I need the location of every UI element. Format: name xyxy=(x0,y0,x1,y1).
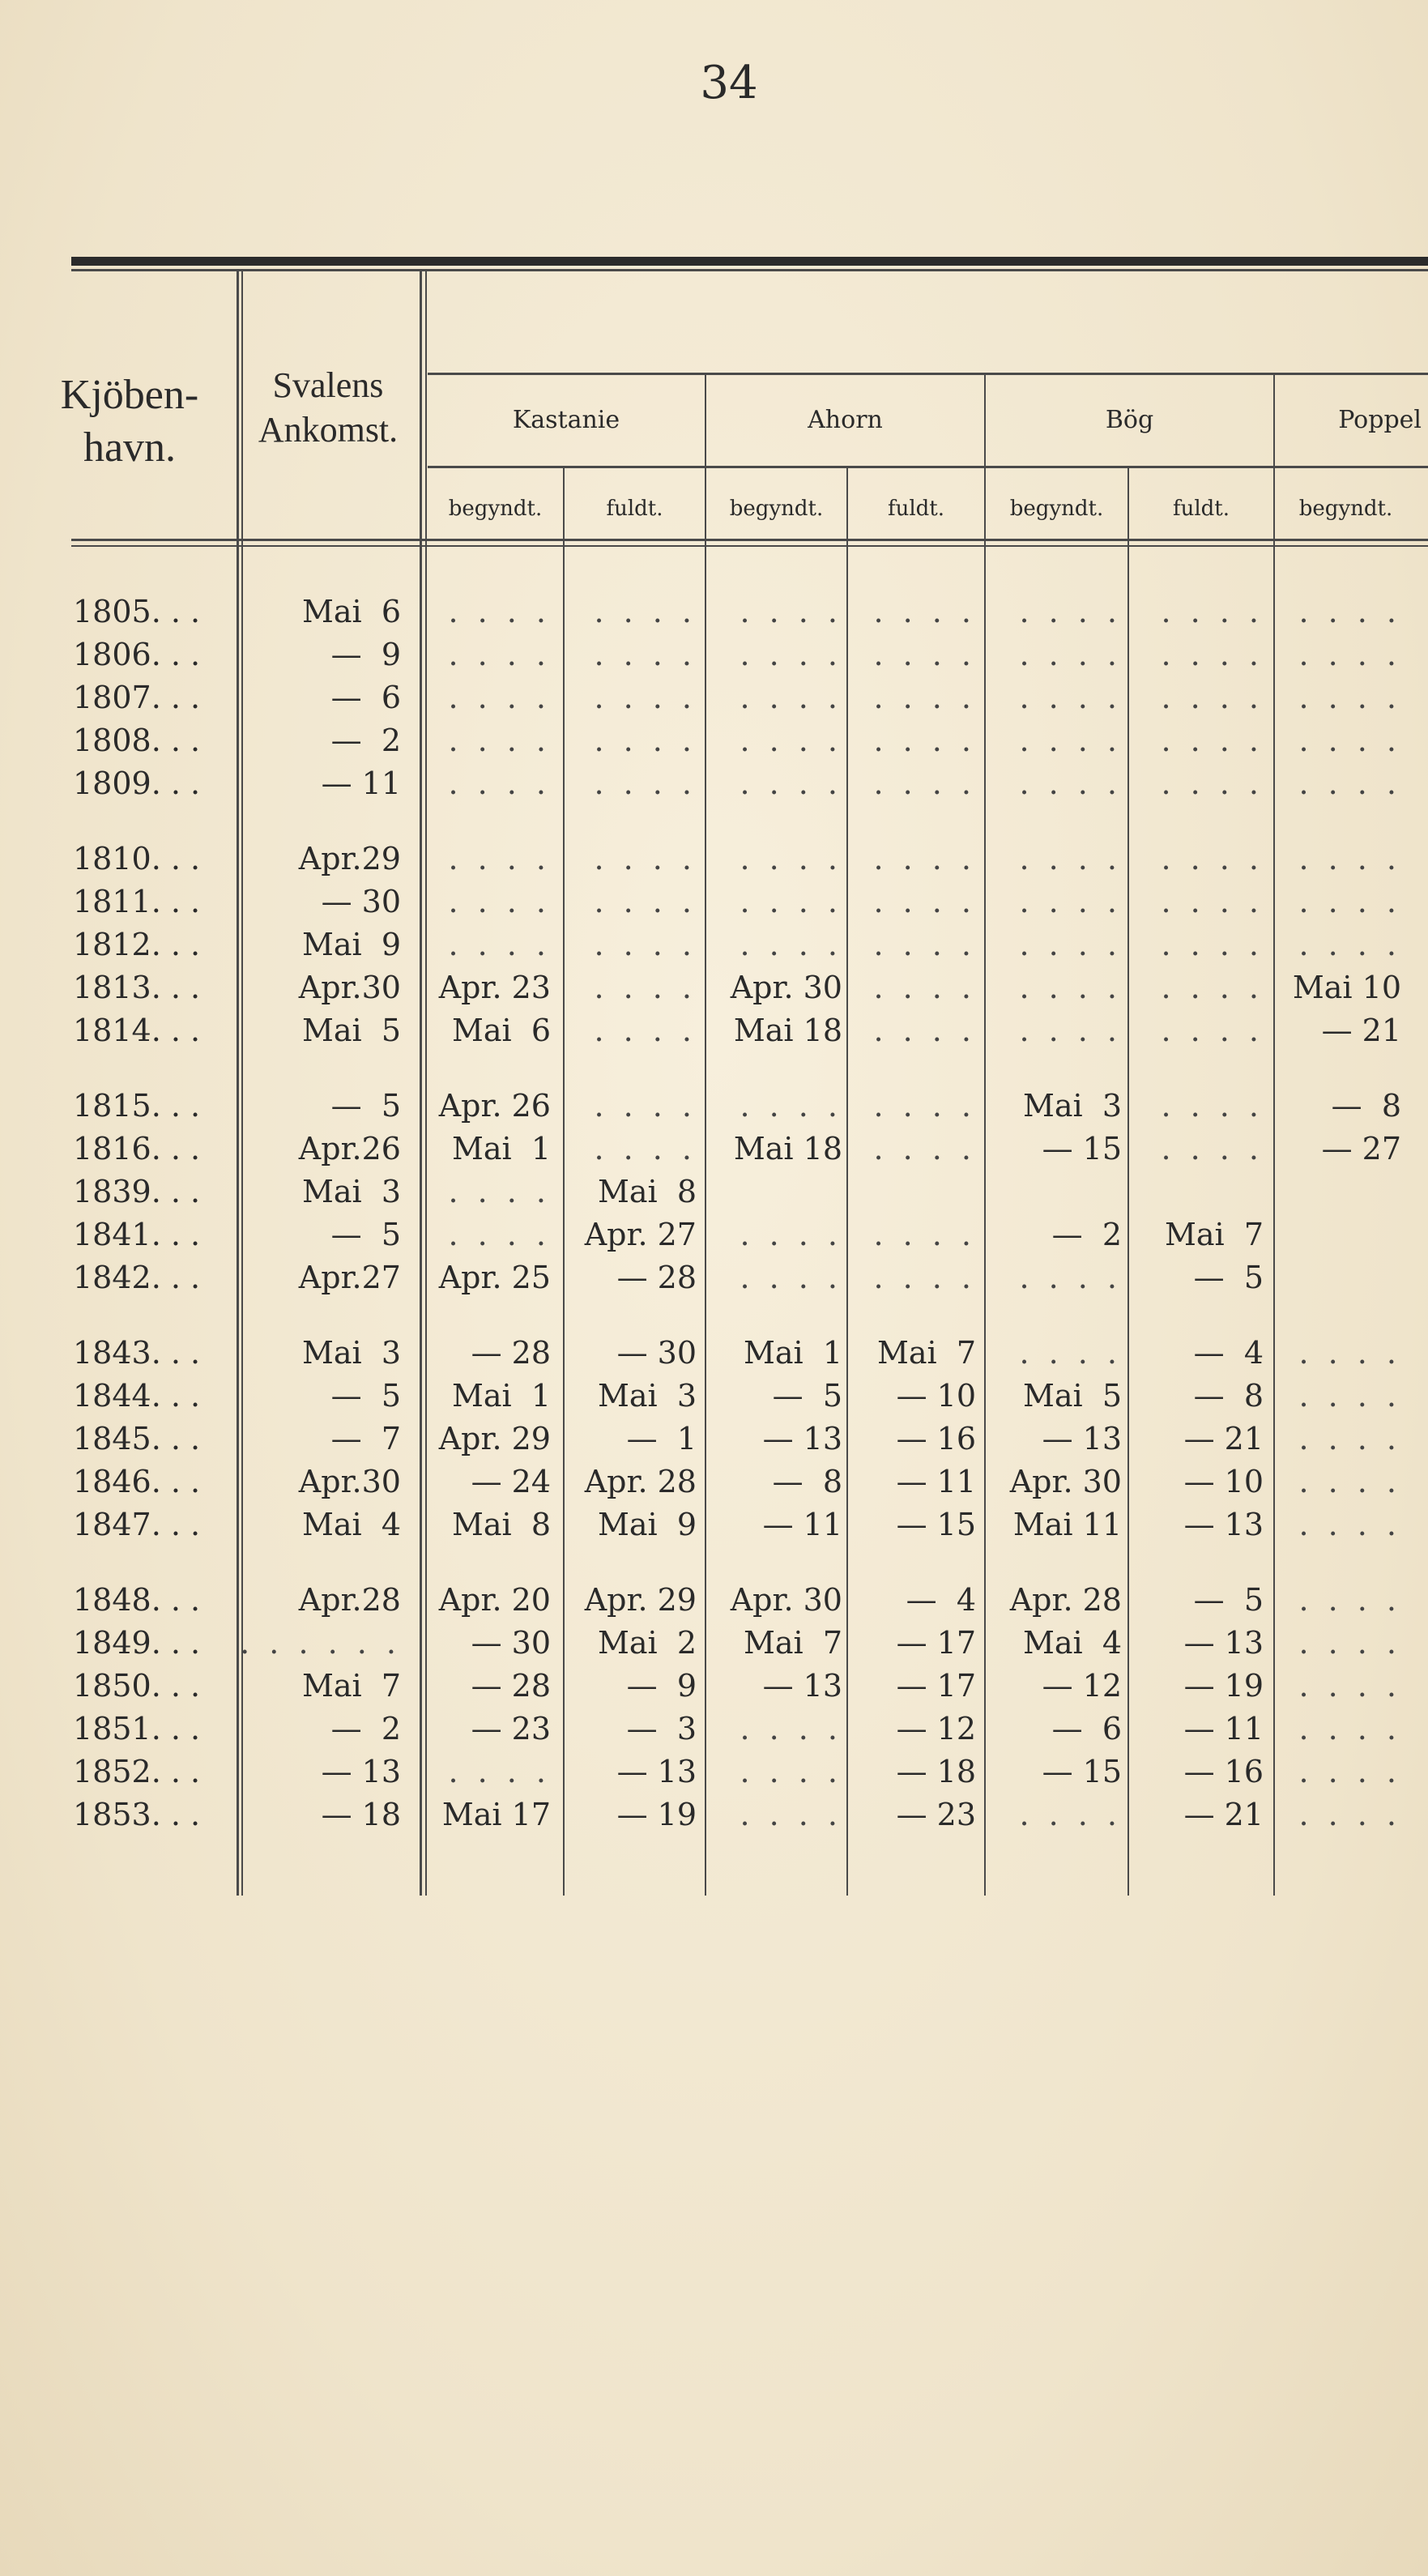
cell-poppel-begyndt: . . . . xyxy=(1298,1797,1401,1832)
cell-bog-begyndt: . . . . xyxy=(1019,841,1122,876)
row-swallow-arrival: Mai 5 xyxy=(301,1013,401,1048)
row-swallow-arrival: — 9 xyxy=(330,637,401,672)
cell-ahorn-begyndt: . . . . xyxy=(740,1217,842,1252)
cell-kastanie-fuldt: . . . . xyxy=(594,1088,697,1124)
cell-kastanie-fuldt: Mai 9 xyxy=(597,1507,697,1542)
cell-poppel-begyndt: . . . . xyxy=(1298,723,1401,758)
row-swallow-arrival: — 11 xyxy=(321,766,401,801)
cell-ahorn-fuldt: . . . . xyxy=(873,1013,976,1048)
row-year: 1849. . . xyxy=(73,1625,201,1661)
cell-bog-fuldt: — 4 xyxy=(1193,1335,1264,1371)
cell-poppel-begyndt: . . . . xyxy=(1298,637,1401,672)
cell-bog-fuldt: — 11 xyxy=(1183,1711,1264,1746)
cell-kastanie-fuldt: . . . . xyxy=(594,884,697,919)
cell-bog-begyndt: Mai 11 xyxy=(1012,1507,1122,1542)
cell-ahorn-fuldt: . . . . xyxy=(873,1217,976,1252)
cell-kastanie-fuldt: . . . . xyxy=(594,970,697,1005)
cell-kastanie-begyndt: . . . . xyxy=(448,1217,551,1252)
cell-ahorn-begyndt: . . . . xyxy=(740,1754,842,1789)
row-year: 1842. . . xyxy=(73,1260,201,1295)
cell-bog-fuldt: . . . . xyxy=(1161,1088,1264,1124)
cell-ahorn-fuldt: . . . . xyxy=(873,884,976,919)
row-swallow-arrival: Mai 9 xyxy=(301,927,401,962)
row-year: 1844. . . xyxy=(73,1378,201,1414)
cell-ahorn-fuldt: — 12 xyxy=(896,1711,976,1746)
row-swallow-arrival: . . . . . . xyxy=(240,1625,401,1661)
cell-ahorn-begyndt: . . . . xyxy=(740,1260,842,1295)
col-rule-sub-2 xyxy=(846,467,848,1896)
cell-poppel-begyndt: . . . . xyxy=(1298,594,1401,629)
cell-bog-fuldt: Mai 7 xyxy=(1164,1217,1264,1252)
cell-kastanie-begyndt: . . . . xyxy=(448,594,551,629)
sub-header-ahorn-fuldt: fuldt. xyxy=(887,497,945,521)
cell-bog-begyndt: — 15 xyxy=(1042,1131,1122,1166)
sub-header-rule xyxy=(428,466,1428,468)
row-swallow-arrival: Mai 6 xyxy=(301,594,401,629)
cell-poppel-begyndt: . . . . xyxy=(1298,766,1401,801)
row-year: 1847. . . xyxy=(73,1507,201,1542)
cell-bog-fuldt: . . . . xyxy=(1161,884,1264,919)
cell-kastanie-fuldt: . . . . xyxy=(594,723,697,758)
cell-kastanie-fuldt: Apr. 28 xyxy=(584,1464,697,1499)
cell-kastanie-begyndt: Apr. 26 xyxy=(438,1088,551,1124)
cell-poppel-begyndt: . . . . xyxy=(1298,1335,1401,1371)
cell-kastanie-fuldt: . . . . xyxy=(594,680,697,715)
cell-bog-begyndt: . . . . xyxy=(1019,680,1122,715)
cell-ahorn-fuldt: . . . . xyxy=(873,766,976,801)
cell-kastanie-begyndt: — 28 xyxy=(471,1668,551,1704)
cell-bog-fuldt: . . . . xyxy=(1161,927,1264,962)
row-swallow-arrival: Apr.30 xyxy=(298,1464,401,1499)
header-swallow xyxy=(243,363,413,452)
row-swallow-arrival: — 5 xyxy=(330,1378,401,1414)
page-number: 34 xyxy=(700,57,758,109)
cell-ahorn-fuldt: . . . . xyxy=(873,637,976,672)
cell-poppel-begyndt: . . . . xyxy=(1298,1582,1401,1618)
cell-kastanie-fuldt: — 30 xyxy=(616,1335,697,1371)
cell-ahorn-fuldt: . . . . xyxy=(873,680,976,715)
sub-header-ahorn-begyndt: begyndt. xyxy=(729,497,824,521)
row-swallow-arrival: Mai 3 xyxy=(301,1174,401,1209)
cell-bog-fuldt: . . . . xyxy=(1161,766,1264,801)
cell-bog-fuldt: — 13 xyxy=(1183,1507,1264,1542)
row-year: 1848. . . xyxy=(73,1582,201,1618)
row-year: 1814. . . xyxy=(73,1013,201,1048)
cell-poppel-begyndt: — 21 xyxy=(1321,1013,1401,1048)
cell-bog-begyndt: . . . . xyxy=(1019,1335,1122,1371)
cell-ahorn-fuldt: . . . . xyxy=(873,970,976,1005)
header-kastanie: Kastanie xyxy=(512,406,620,434)
row-year: 1841. . . xyxy=(73,1217,201,1252)
cell-ahorn-begyndt: Mai 7 xyxy=(743,1625,842,1661)
row-swallow-arrival: Apr.30 xyxy=(298,970,401,1005)
row-year: 1843. . . xyxy=(73,1335,201,1371)
row-year: 1805. . . xyxy=(73,594,201,629)
cell-ahorn-begyndt: . . . . xyxy=(740,723,842,758)
col-rule-sub-3 xyxy=(1127,467,1129,1896)
cell-bog-begyndt: . . . . xyxy=(1019,766,1122,801)
cell-ahorn-begyndt: — 13 xyxy=(762,1421,842,1456)
cell-bog-fuldt: — 16 xyxy=(1183,1754,1264,1789)
cell-kastanie-begyndt: . . . . xyxy=(448,766,551,801)
cell-bog-begyndt: Apr. 30 xyxy=(1009,1464,1122,1499)
row-year: 1813. . . xyxy=(73,970,201,1005)
cell-kastanie-fuldt: — 1 xyxy=(626,1421,697,1456)
cell-kastanie-begyndt: . . . . xyxy=(448,723,551,758)
header-bottom-rule-1 xyxy=(71,539,1428,541)
cell-bog-fuldt: . . . . xyxy=(1161,1131,1264,1166)
cell-ahorn-begyndt: Apr. 30 xyxy=(730,1582,842,1618)
cell-bog-begyndt: . . . . xyxy=(1019,1260,1122,1295)
cell-ahorn-fuldt: — 10 xyxy=(896,1378,976,1414)
header-city xyxy=(32,369,227,474)
row-swallow-arrival: — 2 xyxy=(330,1711,401,1746)
cell-bog-fuldt: — 5 xyxy=(1193,1582,1264,1618)
cell-ahorn-fuldt: — 18 xyxy=(896,1754,976,1789)
cell-bog-begyndt: . . . . xyxy=(1019,970,1122,1005)
cell-poppel-begyndt: . . . . xyxy=(1298,1378,1401,1414)
cell-poppel-begyndt: . . . . xyxy=(1298,841,1401,876)
cell-bog-begyndt: . . . . xyxy=(1019,637,1122,672)
cell-poppel-begyndt: . . . . xyxy=(1298,1668,1401,1704)
cell-kastanie-begyndt: Apr. 25 xyxy=(438,1260,551,1295)
cell-kastanie-begyndt: Mai 6 xyxy=(451,1013,551,1048)
cell-kastanie-fuldt: . . . . xyxy=(594,1131,697,1166)
cell-kastanie-fuldt: . . . . xyxy=(594,927,697,962)
tree-header-rule xyxy=(428,373,1428,375)
cell-kastanie-begyndt: . . . . xyxy=(448,1174,551,1209)
row-year: 1811. . . xyxy=(73,884,201,919)
sub-header-bog-fuldt: fuldt. xyxy=(1172,497,1230,521)
cell-kastanie-begyndt: Apr. 29 xyxy=(438,1421,551,1456)
cell-kastanie-begyndt: . . . . xyxy=(448,637,551,672)
row-swallow-arrival: Apr.29 xyxy=(298,841,401,876)
row-year: 1807. . . xyxy=(73,680,201,715)
cell-ahorn-begyndt: Mai 18 xyxy=(733,1013,842,1048)
cell-poppel-begyndt: — 8 xyxy=(1331,1088,1401,1124)
header-bottom-rule-2 xyxy=(71,545,1428,547)
cell-poppel-begyndt: . . . . xyxy=(1298,1421,1401,1456)
cell-ahorn-fuldt: — 16 xyxy=(896,1421,976,1456)
cell-ahorn-fuldt: — 15 xyxy=(896,1507,976,1542)
cell-bog-begyndt: — 6 xyxy=(1051,1711,1122,1746)
cell-bog-fuldt: . . . . xyxy=(1161,594,1264,629)
cell-ahorn-begyndt: . . . . xyxy=(740,637,842,672)
cell-kastanie-fuldt: Mai 8 xyxy=(597,1174,697,1209)
cell-bog-begyndt: Mai 4 xyxy=(1022,1625,1122,1661)
cell-ahorn-fuldt: — 17 xyxy=(896,1625,976,1661)
row-year: 1846. . . xyxy=(73,1464,201,1499)
cell-poppel-begyndt: . . . . xyxy=(1298,1625,1401,1661)
row-year: 1853. . . xyxy=(73,1797,201,1832)
cell-poppel-begyndt: . . . . xyxy=(1298,1711,1401,1746)
cell-bog-begyndt: Mai 5 xyxy=(1022,1378,1122,1414)
row-year: 1845. . . xyxy=(73,1421,201,1456)
cell-kastanie-begyndt: . . . . xyxy=(448,1754,551,1789)
header-city-text: Kjöben- havn. xyxy=(60,372,199,471)
cell-ahorn-fuldt: . . . . xyxy=(873,723,976,758)
cell-ahorn-begyndt: . . . . xyxy=(740,1088,842,1124)
cell-bog-fuldt: — 5 xyxy=(1193,1260,1264,1295)
row-swallow-arrival: — 2 xyxy=(330,723,401,758)
cell-kastanie-begyndt: Mai 17 xyxy=(441,1797,551,1832)
cell-bog-begyndt: — 15 xyxy=(1042,1754,1122,1789)
cell-kastanie-fuldt: Mai 3 xyxy=(597,1378,697,1414)
col-rule-swallow xyxy=(420,271,422,1896)
cell-bog-fuldt: . . . . xyxy=(1161,637,1264,672)
cell-poppel-begyndt: Mai 10 xyxy=(1292,970,1401,1005)
header-swallow-text: Svalens Ankomst. xyxy=(258,365,399,450)
cell-ahorn-begyndt: . . . . xyxy=(740,841,842,876)
cell-kastanie-begyndt: Mai 1 xyxy=(451,1378,551,1414)
cell-bog-begyndt: . . . . xyxy=(1019,884,1122,919)
cell-ahorn-fuldt: . . . . xyxy=(873,841,976,876)
cell-ahorn-fuldt: . . . . xyxy=(873,927,976,962)
cell-ahorn-begyndt: — 11 xyxy=(762,1507,842,1542)
cell-ahorn-begyndt: . . . . xyxy=(740,766,842,801)
cell-ahorn-fuldt: . . . . xyxy=(873,594,976,629)
sub-header-kastanie-fuldt: fuldt. xyxy=(606,497,663,521)
cell-kastanie-fuldt: — 13 xyxy=(616,1754,697,1789)
cell-bog-begyndt: . . . . xyxy=(1019,1797,1122,1832)
top-rule xyxy=(71,257,1428,266)
cell-poppel-begyndt: . . . . xyxy=(1298,1754,1401,1789)
cell-kastanie-begyndt: — 30 xyxy=(471,1625,551,1661)
cell-kastanie-fuldt: . . . . xyxy=(594,1013,697,1048)
cell-ahorn-begyndt: . . . . xyxy=(740,927,842,962)
cell-ahorn-begyndt: — 5 xyxy=(772,1378,842,1414)
col-rule-ahorn xyxy=(984,374,986,1896)
col-rule-sub-1 xyxy=(563,467,565,1896)
row-year: 1809. . . xyxy=(73,766,201,801)
row-swallow-arrival: — 5 xyxy=(330,1088,401,1124)
cell-bog-begyndt: Apr. 28 xyxy=(1009,1582,1122,1618)
cell-kastanie-begyndt: Mai 8 xyxy=(451,1507,551,1542)
cell-poppel-begyndt: . . . . xyxy=(1298,1507,1401,1542)
cell-bog-fuldt: . . . . xyxy=(1161,1013,1264,1048)
cell-ahorn-begyndt: . . . . xyxy=(740,1797,842,1832)
cell-kastanie-fuldt: Apr. 27 xyxy=(584,1217,697,1252)
cell-ahorn-begyndt: . . . . xyxy=(740,1711,842,1746)
cell-bog-fuldt: — 21 xyxy=(1183,1421,1264,1456)
col-rule-kastanie xyxy=(705,374,706,1896)
cell-ahorn-fuldt: . . . . xyxy=(873,1131,976,1166)
row-year: 1850. . . xyxy=(73,1668,201,1704)
row-swallow-arrival: Apr.27 xyxy=(298,1260,401,1295)
header-bog: Bög xyxy=(1105,406,1154,434)
row-year: 1816. . . xyxy=(73,1131,201,1166)
cell-ahorn-begyndt: — 13 xyxy=(762,1668,842,1704)
cell-bog-begyndt: . . . . xyxy=(1019,723,1122,758)
cell-kastanie-begyndt: . . . . xyxy=(448,680,551,715)
cell-ahorn-fuldt: . . . . xyxy=(873,1088,976,1124)
cell-kastanie-fuldt: — 9 xyxy=(626,1668,697,1704)
cell-poppel-begyndt: . . . . xyxy=(1298,1464,1401,1499)
cell-kastanie-begyndt: — 28 xyxy=(471,1335,551,1371)
cell-bog-begyndt: . . . . xyxy=(1019,594,1122,629)
cell-kastanie-fuldt: — 3 xyxy=(626,1711,697,1746)
cell-bog-fuldt: — 8 xyxy=(1193,1378,1264,1414)
cell-ahorn-fuldt: . . . . xyxy=(873,1260,976,1295)
sub-header-kastanie-begyndt: begyndt. xyxy=(448,497,543,521)
cell-kastanie-fuldt: Mai 2 xyxy=(597,1625,697,1661)
cell-poppel-begyndt: . . . . xyxy=(1298,884,1401,919)
cell-bog-fuldt: . . . . xyxy=(1161,723,1264,758)
row-swallow-arrival: Apr.26 xyxy=(298,1131,401,1166)
cell-bog-fuldt: . . . . xyxy=(1161,841,1264,876)
row-year: 1839. . . xyxy=(73,1174,201,1209)
cell-kastanie-begyndt: . . . . xyxy=(448,841,551,876)
cell-ahorn-begyndt: . . . . xyxy=(740,594,842,629)
cell-bog-begyndt: — 12 xyxy=(1042,1668,1122,1704)
cell-ahorn-begyndt: Apr. 30 xyxy=(730,970,842,1005)
header-ahorn: Ahorn xyxy=(808,406,883,434)
row-swallow-arrival: — 6 xyxy=(330,680,401,715)
row-swallow-arrival: — 18 xyxy=(321,1797,401,1832)
cell-bog-fuldt: — 13 xyxy=(1183,1625,1264,1661)
cell-ahorn-begyndt: Mai 18 xyxy=(733,1131,842,1166)
cell-poppel-begyndt: . . . . xyxy=(1298,927,1401,962)
cell-kastanie-begyndt: . . . . xyxy=(448,884,551,919)
header-poppel: Poppel xyxy=(1338,406,1422,434)
row-year: 1806. . . xyxy=(73,637,201,672)
cell-kastanie-fuldt: — 28 xyxy=(616,1260,697,1295)
cell-kastanie-begyndt: Apr. 23 xyxy=(438,970,551,1005)
sub-header-bog-begyndt: begyndt. xyxy=(1009,497,1104,521)
cell-bog-fuldt: — 10 xyxy=(1183,1464,1264,1499)
row-swallow-arrival: Mai 3 xyxy=(301,1335,401,1371)
cell-ahorn-fuldt: — 4 xyxy=(906,1582,976,1618)
cell-kastanie-fuldt: . . . . xyxy=(594,637,697,672)
cell-poppel-begyndt: . . . . xyxy=(1298,680,1401,715)
row-year: 1851. . . xyxy=(73,1711,201,1746)
cell-kastanie-begyndt: — 23 xyxy=(471,1711,551,1746)
cell-bog-fuldt: — 21 xyxy=(1183,1797,1264,1832)
row-swallow-arrival: — 13 xyxy=(321,1754,401,1789)
sub-header-poppel-begyndt: begyndt. xyxy=(1298,497,1393,521)
row-year: 1812. . . xyxy=(73,927,201,962)
row-swallow-arrival: — 7 xyxy=(330,1421,401,1456)
cell-bog-begyndt: . . . . xyxy=(1019,927,1122,962)
row-swallow-arrival: Apr.28 xyxy=(298,1582,401,1618)
cell-bog-begyndt: — 13 xyxy=(1042,1421,1122,1456)
cell-ahorn-begyndt: . . . . xyxy=(740,884,842,919)
cell-ahorn-begyndt: . . . . xyxy=(740,680,842,715)
cell-kastanie-begyndt: Apr. 20 xyxy=(438,1582,551,1618)
cell-bog-begyndt: Mai 3 xyxy=(1022,1088,1122,1124)
cell-bog-fuldt: . . . . xyxy=(1161,680,1264,715)
cell-kastanie-fuldt: — 19 xyxy=(616,1797,697,1832)
col-rule-swallow-2 xyxy=(425,271,427,1896)
row-swallow-arrival: Mai 7 xyxy=(301,1668,401,1704)
header-rule xyxy=(71,269,1428,271)
cell-kastanie-begyndt: — 24 xyxy=(471,1464,551,1499)
row-year: 1852. . . xyxy=(73,1754,201,1789)
row-year: 1815. . . xyxy=(73,1088,201,1124)
row-year: 1808. . . xyxy=(73,723,201,758)
col-rule-bog xyxy=(1273,374,1275,1896)
row-swallow-arrival: — 5 xyxy=(330,1217,401,1252)
cell-ahorn-fuldt: — 11 xyxy=(896,1464,976,1499)
cell-bog-fuldt: — 19 xyxy=(1183,1668,1264,1704)
cell-kastanie-begyndt: . . . . xyxy=(448,927,551,962)
cell-bog-fuldt: . . . . xyxy=(1161,970,1264,1005)
cell-kastanie-fuldt: . . . . xyxy=(594,766,697,801)
cell-kastanie-fuldt: . . . . xyxy=(594,594,697,629)
cell-bog-begyndt: — 2 xyxy=(1051,1217,1122,1252)
row-swallow-arrival: Mai 4 xyxy=(301,1507,401,1542)
cell-kastanie-fuldt: Apr. 29 xyxy=(584,1582,697,1618)
cell-bog-begyndt: . . . . xyxy=(1019,1013,1122,1048)
cell-ahorn-fuldt: Mai 7 xyxy=(876,1335,976,1371)
cell-ahorn-fuldt: — 23 xyxy=(896,1797,976,1832)
cell-kastanie-begyndt: Mai 1 xyxy=(451,1131,551,1166)
cell-poppel-begyndt: — 27 xyxy=(1321,1131,1401,1166)
row-swallow-arrival: — 30 xyxy=(321,884,401,919)
cell-kastanie-fuldt: . . . . xyxy=(594,841,697,876)
row-year: 1810. . . xyxy=(73,841,201,876)
cell-ahorn-begyndt: Mai 1 xyxy=(743,1335,842,1371)
cell-ahorn-begyndt: — 8 xyxy=(772,1464,842,1499)
cell-ahorn-fuldt: — 17 xyxy=(896,1668,976,1704)
